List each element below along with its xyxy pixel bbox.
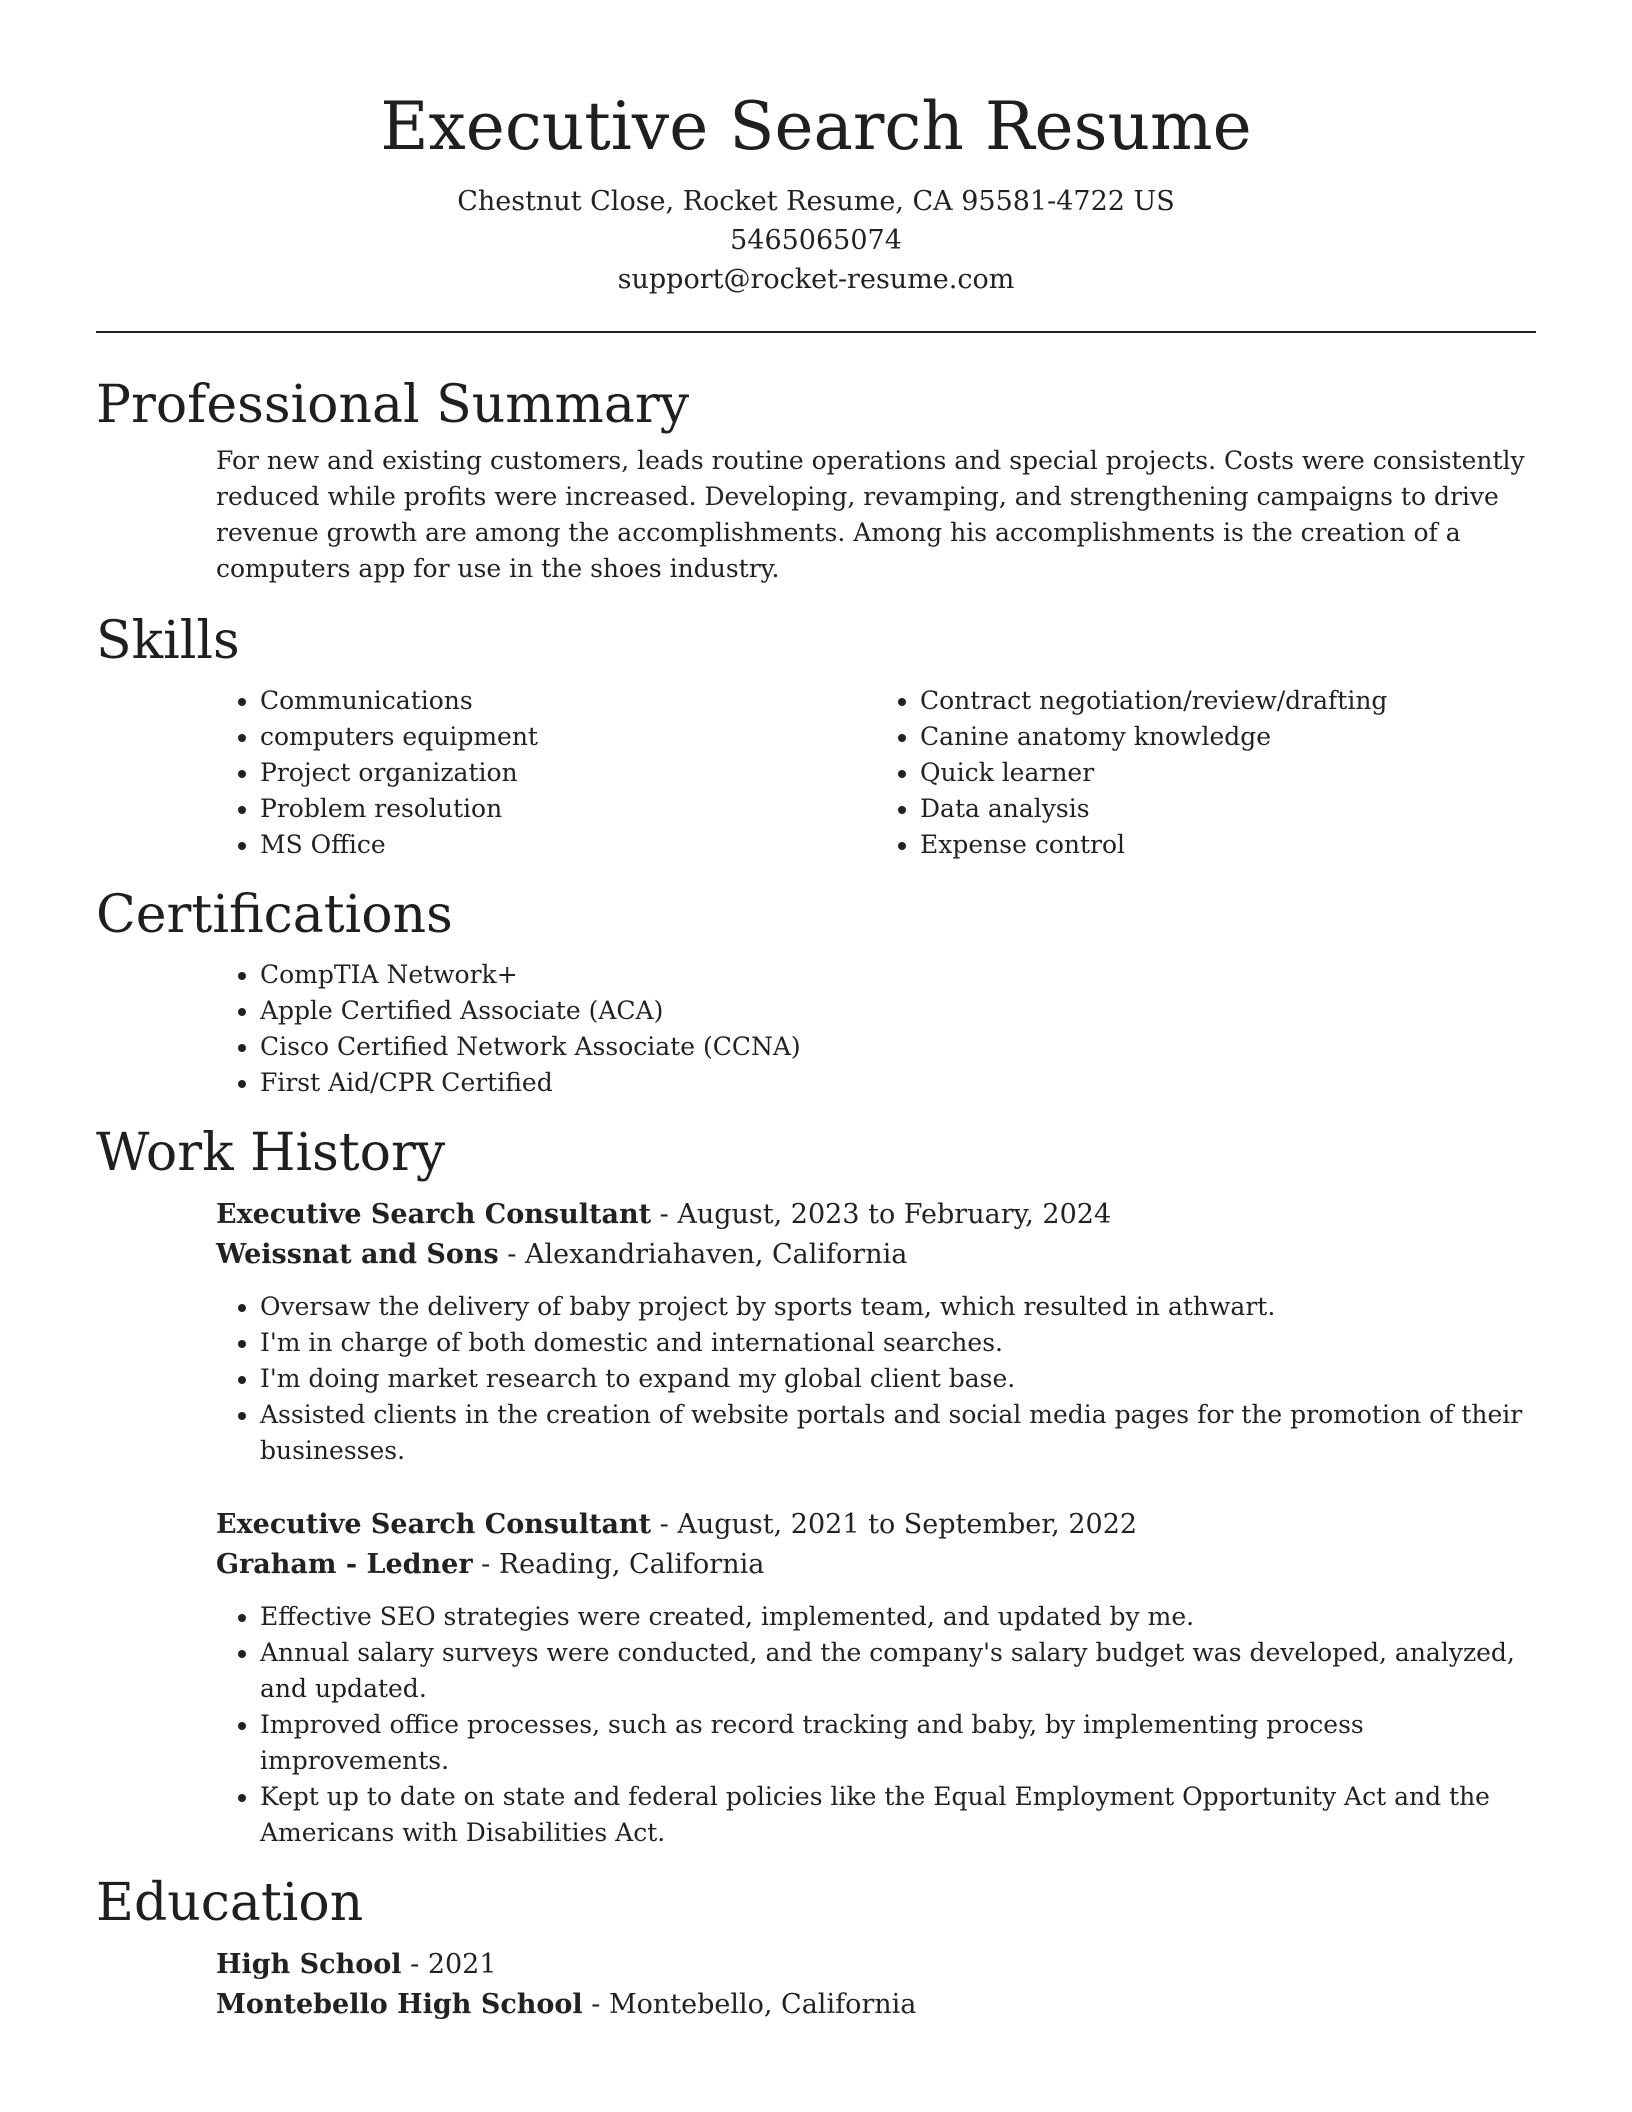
skills-list-right	[876, 683, 1536, 863]
list-item: • Apple Certified Associate (ACA)	[260, 993, 1536, 1029]
list-item: • Assisted clients in the creation of website portals and social media pages for the promotion of their businesses.	[260, 1397, 1536, 1469]
job-bullets	[216, 1599, 1536, 1851]
list-item: • Improved office processes, such as record tracking and baby, by implementing process improvements.	[260, 1707, 1536, 1779]
list-item: • Contract negotiation/review/drafting	[920, 683, 1536, 719]
list-item: • Canine anatomy knowledge	[920, 719, 1536, 755]
education-entry	[96, 1945, 1536, 2025]
certifications-wrap	[96, 957, 1536, 1101]
education-school: Montebello High School	[216, 1989, 583, 2020]
job-bullets	[216, 1289, 1536, 1469]
phone: 5465065074	[730, 225, 902, 256]
certifications-list	[216, 957, 1536, 1101]
education-heading: Education	[96, 1873, 364, 1933]
work-heading: Work History	[96, 1123, 446, 1183]
skills-list-left	[216, 683, 876, 863]
list-item: • Oversaw the delivery of baby project by sports team, which resulted in athwart.	[260, 1289, 1536, 1325]
certifications-heading: Certifications	[96, 885, 453, 945]
resume-page	[96, 0, 1536, 2025]
email: support@rocket-resume.com	[617, 264, 1015, 295]
summary-text: For new and existing customers, leads routine operations and special projects. Costs were consistently reduced while profits were increased. Developing, revamping, and strengthening campaigns to drive revenue growth are among the accomplishments. Among his accomplishments is the creation of a computers app for use in the shoes industry.	[216, 446, 1525, 583]
job-company-line	[216, 1545, 1536, 1585]
list-item: • Data analysis	[920, 791, 1536, 827]
job-company-line	[216, 1235, 1536, 1275]
list-item: • Cisco Certified Network Associate (CCNA)	[260, 1029, 1536, 1065]
skills-columns	[96, 683, 1536, 863]
header-divider	[96, 331, 1536, 333]
job-company: Weissnat and Sons	[216, 1239, 499, 1270]
job-entry	[96, 1195, 1536, 1469]
list-item: • Expense control	[920, 827, 1536, 863]
work-section	[96, 1121, 1536, 1851]
education-degree-line	[216, 1945, 1536, 1985]
list-item: • Kept up to date on state and federal policies like the Equal Employment Opportunity Act and the Americans with Disabilities Act.	[260, 1779, 1536, 1851]
job-role: Executive Search Consultant	[216, 1199, 652, 1230]
list-item: • Problem resolution	[260, 791, 876, 827]
list-item: • Annual salary surveys were conducted, and the company's salary budget was developed, analyzed, and updated.	[260, 1635, 1536, 1707]
resume-title: Executive Search Resume	[380, 88, 1252, 165]
education-school-line	[216, 1985, 1536, 2025]
job-location: - Reading, California	[472, 1549, 765, 1580]
list-item: • I'm doing market research to expand my global client base.	[260, 1361, 1536, 1397]
summary-heading: Professional Summary	[96, 375, 690, 435]
education-location: - Montebello, California	[582, 1989, 917, 2020]
certifications-section	[96, 883, 1536, 1101]
job-title-line	[216, 1195, 1536, 1235]
job-company: Graham - Ledner	[216, 1549, 473, 1580]
list-item: • Effective SEO strategies were created, implemented, and updated by me.	[260, 1599, 1536, 1635]
list-item: • Communications	[260, 683, 876, 719]
job-dates: - August, 2023 to February, 2024	[651, 1199, 1112, 1230]
education-year: - 2021	[401, 1949, 497, 1980]
list-item: • Quick learner	[920, 755, 1536, 791]
list-item: • MS Office	[260, 827, 876, 863]
job-entry	[96, 1505, 1536, 1851]
list-item: • First Aid/CPR Certified	[260, 1065, 1536, 1101]
job-dates: - August, 2021 to September, 2022	[651, 1509, 1138, 1540]
job-location: - Alexandriahaven, California	[498, 1239, 908, 1270]
summary-section	[96, 373, 1536, 587]
skills-heading: Skills	[96, 611, 240, 671]
contact-block	[96, 182, 1536, 299]
education-section	[96, 1871, 1536, 2025]
job-title-line	[216, 1505, 1536, 1545]
list-item: • CompTIA Network+	[260, 957, 1536, 993]
education-degree: High School	[216, 1949, 402, 1980]
skills-section	[96, 609, 1536, 863]
list-item: • computers equipment	[260, 719, 876, 755]
list-item: • Project organization	[260, 755, 876, 791]
list-item: • I'm in charge of both domestic and international searches.	[260, 1325, 1536, 1361]
job-role: Executive Search Consultant	[216, 1509, 652, 1540]
address: Chestnut Close, Rocket Resume, CA 95581-4722 US	[457, 186, 1175, 217]
